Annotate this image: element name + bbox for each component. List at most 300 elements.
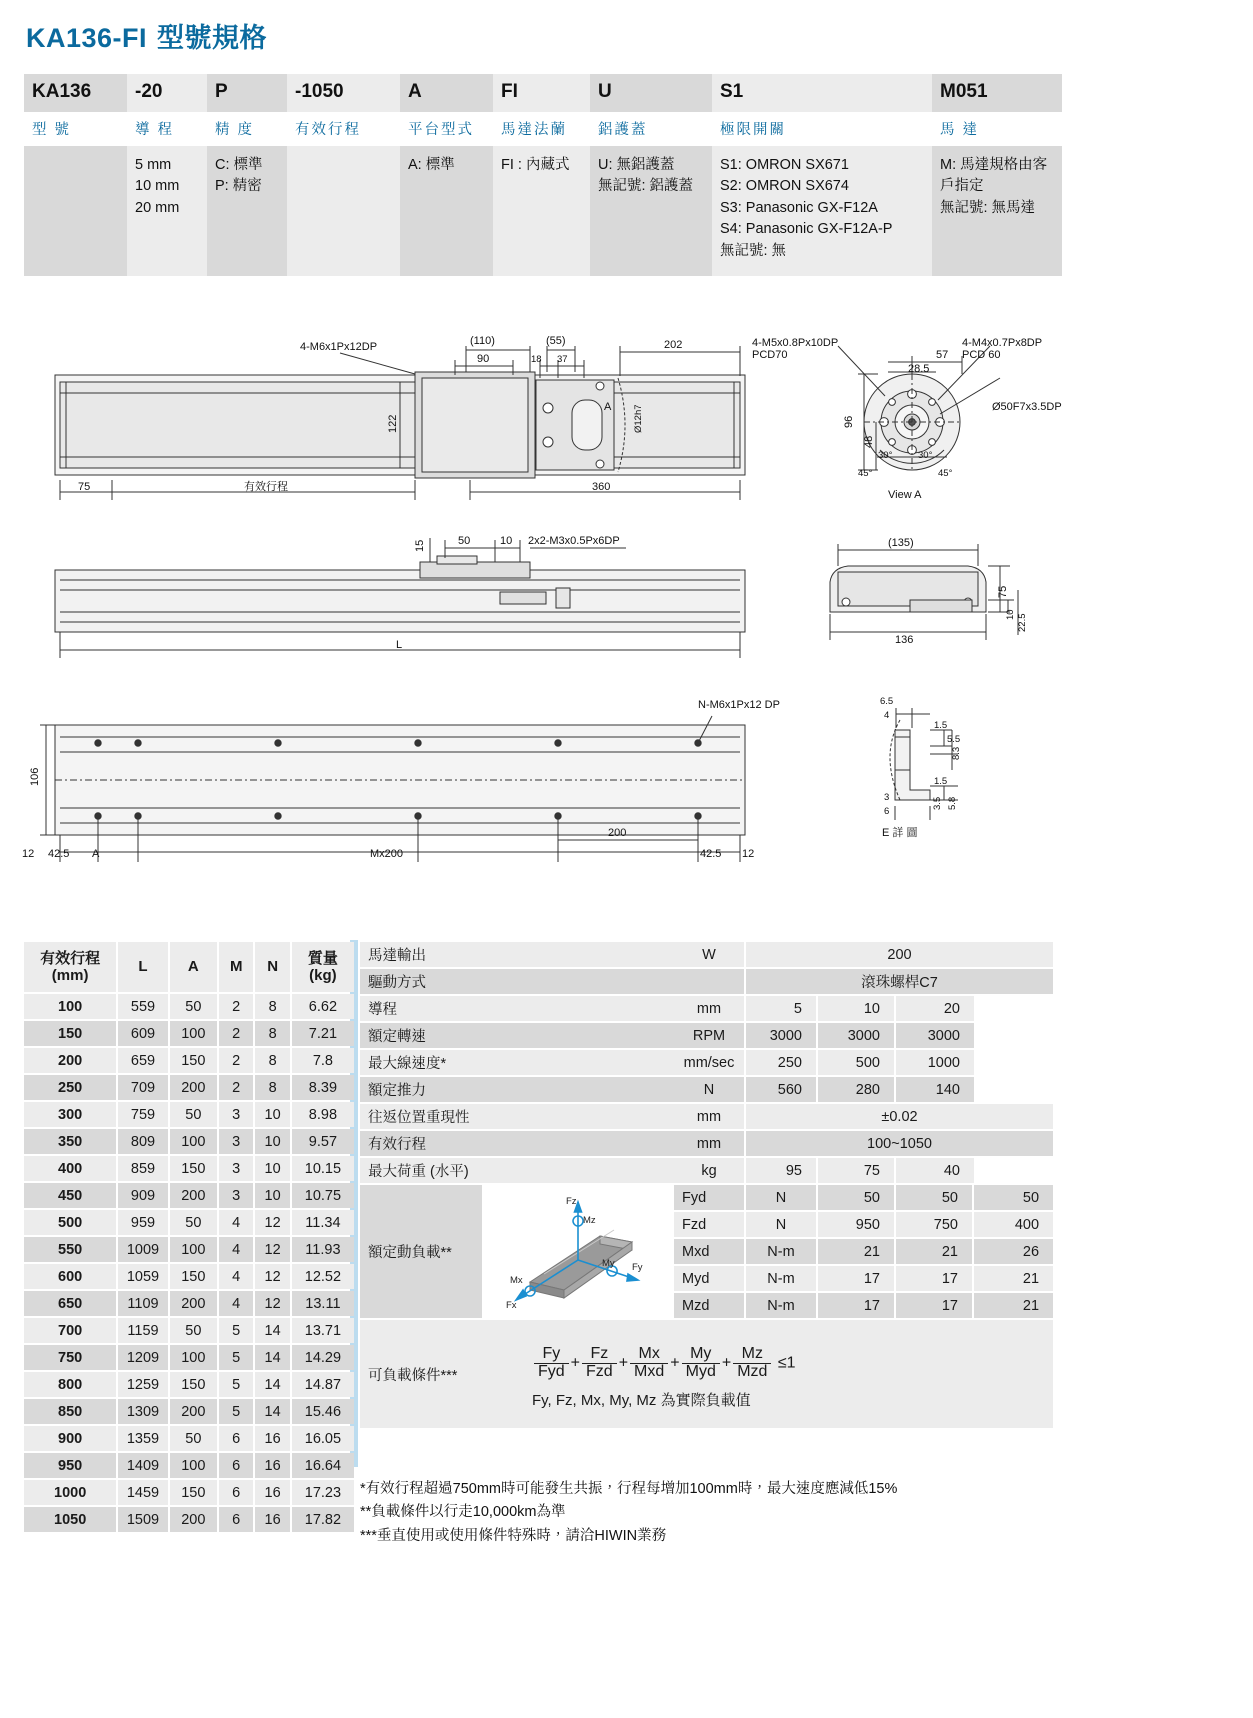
spec-row-value-1: 500 — [818, 1050, 896, 1075]
model-label-3: 有效行程 — [287, 112, 400, 146]
dim-cell-3: 6 — [219, 1480, 255, 1505]
dim-header-mass: 質量 (kg) — [292, 942, 354, 992]
svg-text:4: 4 — [884, 710, 890, 721]
dim-cell-1: 909 — [118, 1183, 169, 1208]
dim-cell-4: 10 — [255, 1129, 291, 1154]
svg-text:(135): (135) — [888, 537, 914, 549]
dim-cell-1: 1009 — [118, 1237, 169, 1262]
svg-text:L: L — [396, 639, 403, 651]
svg-text:A: A — [604, 401, 612, 413]
model-options-1: 5 mm 10 mm 20 mm — [127, 146, 207, 276]
dim-cell-2: 200 — [170, 1075, 219, 1100]
svg-text:75: 75 — [997, 585, 1009, 598]
dim-cell-4: 12 — [255, 1264, 291, 1289]
dim-cell-4: 16 — [255, 1426, 291, 1451]
formula-numerator: Fz — [590, 1345, 609, 1363]
dim-cell-3: 3 — [219, 1156, 255, 1181]
svg-text:3: 3 — [884, 792, 890, 803]
svg-text:42.5: 42.5 — [48, 848, 70, 860]
load-symbol: Fyd — [674, 1185, 746, 1210]
spec-row-name: 馬達輸出 — [360, 942, 674, 967]
dim-cell-3: 5 — [219, 1345, 255, 1370]
svg-text:122: 122 — [387, 414, 399, 433]
dim-cell-4: 12 — [255, 1210, 291, 1235]
svg-text:N-M6x1Px12 DP: N-M6x1Px12 DP — [698, 699, 780, 711]
spec-row-value-0: 5 — [746, 996, 818, 1021]
svg-text:4-M5x0.8Px10DP: 4-M5x0.8Px10DP — [752, 337, 839, 349]
svg-text:30°: 30° — [878, 450, 893, 461]
dim-cell-0: 750 — [24, 1345, 118, 1370]
dim-cell-5: 10.15 — [292, 1156, 354, 1181]
dim-cell-4: 12 — [255, 1291, 291, 1316]
spec-row-name: 額定推力 — [360, 1077, 674, 1102]
dimension-table-row — [24, 1048, 354, 1073]
svg-text:12: 12 — [742, 848, 755, 860]
formula-expression — [490, 1338, 1045, 1381]
spec-row-value: 200 — [746, 942, 1053, 967]
model-label-6: 鋁護蓋 — [590, 112, 712, 146]
dim-cell-0: 650 — [24, 1291, 118, 1316]
svg-text:8.3: 8.3 — [951, 746, 962, 760]
dimension-table-row — [24, 1399, 354, 1424]
dim-cell-3: 6 — [219, 1426, 255, 1451]
specification-table-body — [360, 942, 1053, 1428]
dim-cell-4: 10 — [255, 1156, 291, 1181]
model-options-8: M: 馬達規格由客 戶指定 無記號: 無馬達 — [932, 146, 1062, 276]
model-label-8: 馬 達 — [932, 112, 1062, 146]
svg-text:5.5: 5.5 — [947, 734, 961, 745]
dimension-table-row — [24, 1291, 354, 1316]
dim-cell-4: 8 — [255, 994, 291, 1019]
spec-row-value-0: 3000 — [746, 1023, 818, 1048]
model-options-3 — [287, 146, 400, 276]
dim-cell-2: 100 — [170, 1021, 219, 1046]
svg-text:360: 360 — [592, 481, 611, 493]
model-label-7: 極限開關 — [712, 112, 932, 146]
load-value-1: 17 — [896, 1266, 974, 1291]
dim-cell-4: 14 — [255, 1372, 291, 1397]
load-condition-label: 可負載條件*** — [360, 1320, 482, 1428]
dim-cell-2: 100 — [170, 1345, 219, 1370]
svg-text:136: 136 — [895, 634, 914, 646]
load-value-0: 17 — [818, 1293, 896, 1318]
svg-text:22.5: 22.5 — [1017, 613, 1028, 632]
svg-text:Mx200: Mx200 — [370, 848, 404, 860]
dim-cell-0: 100 — [24, 994, 118, 1019]
svg-text:Fx: Fx — [506, 1299, 517, 1311]
svg-text:(110): (110) — [470, 335, 495, 347]
model-options-row — [24, 146, 1062, 276]
dim-cell-4: 14 — [255, 1399, 291, 1424]
dim-cell-2: 200 — [170, 1291, 219, 1316]
svg-text:(55): (55) — [546, 335, 566, 347]
model-code-row — [24, 74, 1062, 112]
spec-row-name: 有效行程 — [360, 1131, 674, 1156]
dimension-table-row — [24, 1075, 354, 1100]
dimension-table-row — [24, 1237, 354, 1262]
load-value-2: 50 — [974, 1185, 1053, 1210]
svg-text:28.5: 28.5 — [908, 363, 930, 375]
load-direction-diagram — [482, 1185, 674, 1318]
dim-cell-3: 4 — [219, 1210, 255, 1235]
spec-row-value-0: 95 — [746, 1158, 818, 1183]
load-value-2: 21 — [974, 1266, 1053, 1291]
dim-cell-4: 10 — [255, 1183, 291, 1208]
spec-table-row — [360, 1131, 1053, 1156]
dim-cell-5: 7.8 — [292, 1048, 354, 1073]
dim-cell-2: 200 — [170, 1183, 219, 1208]
spec-row-name: 導程 — [360, 996, 674, 1021]
spec-row-value-2: 20 — [896, 996, 974, 1021]
svg-text:A: A — [92, 848, 100, 860]
footnote-0: *有效行程超過750mm時可能發生共振，行程每增加100mm時，最大速度應減低15% — [360, 1481, 898, 1497]
dim-cell-1: 559 — [118, 994, 169, 1019]
dim-cell-5: 8.39 — [292, 1075, 354, 1100]
footnote-1: **負載條件以行走10,000km為準 — [360, 1504, 566, 1521]
spec-row-unit: kg — [674, 1158, 746, 1183]
model-code-cell-6: U — [590, 74, 712, 112]
load-unit: N-m — [746, 1293, 818, 1318]
dim-cell-3: 4 — [219, 1264, 255, 1289]
model-code-cell-1: -20 — [127, 74, 207, 112]
spec-row-unit: mm — [674, 1131, 746, 1156]
svg-text:37: 37 — [557, 354, 568, 365]
spec-table-row — [360, 1023, 1053, 1048]
load-value-2: 21 — [974, 1293, 1053, 1318]
svg-text:PCD70: PCD70 — [752, 349, 788, 361]
svg-text:Mx: Mx — [510, 1274, 523, 1286]
svg-text:4-M4x0.7Px8DP: 4-M4x0.7Px8DP — [962, 337, 1043, 349]
load-value-0: 21 — [818, 1239, 896, 1264]
svg-text:1.5: 1.5 — [934, 720, 948, 731]
svg-text:E 詳 圖: E 詳 圖 — [882, 827, 918, 839]
dim-cell-5: 6.62 — [292, 994, 354, 1019]
svg-text:18: 18 — [531, 354, 542, 365]
dim-cell-1: 1259 — [118, 1372, 169, 1397]
svg-text:200: 200 — [608, 827, 627, 839]
model-label-4: 平台型式 — [400, 112, 493, 146]
dim-cell-4: 10 — [255, 1102, 291, 1127]
load-symbol: Myd — [674, 1266, 746, 1291]
svg-text:5.8: 5.8 — [947, 796, 958, 810]
dim-cell-1: 1509 — [118, 1507, 169, 1532]
dim-cell-1: 609 — [118, 1021, 169, 1046]
dimension-table-row — [24, 1480, 354, 1505]
dim-cell-1: 709 — [118, 1075, 169, 1100]
load-value-1: 750 — [896, 1212, 974, 1237]
spec-row-unit: mm — [674, 996, 746, 1021]
formula-denominator: Myd — [682, 1363, 720, 1381]
dim-cell-2: 150 — [170, 1372, 219, 1397]
formula-term-2 — [630, 1346, 668, 1381]
dim-cell-3: 3 — [219, 1102, 255, 1127]
dim-cell-5: 11.93 — [292, 1237, 354, 1262]
spec-row-value: 滾珠螺桿C7 — [746, 969, 1053, 994]
model-label-row — [24, 112, 1062, 146]
dim-cell-3: 4 — [219, 1291, 255, 1316]
formula-note: Fy, Fz, Mx, My, Mz 為實際負載值 — [532, 1391, 751, 1409]
formula-denominator: Fyd — [534, 1363, 569, 1381]
spec-row-name: 最大線速度* — [360, 1050, 674, 1075]
dim-cell-0: 150 — [24, 1021, 118, 1046]
model-code-cell-7: S1 — [712, 74, 932, 112]
svg-text:Fy: Fy — [632, 1261, 643, 1273]
page-title — [26, 16, 267, 55]
svg-text:42.5: 42.5 — [700, 848, 722, 860]
formula-numerator: Mx — [638, 1345, 660, 1363]
spec-table-row — [360, 1077, 1053, 1102]
spec-table-row — [360, 969, 1053, 994]
dim-cell-2: 100 — [170, 1129, 219, 1154]
spec-table-row — [360, 1104, 1053, 1129]
formula-numerator: Mz — [741, 1345, 763, 1363]
model-code-cell-8: M051 — [932, 74, 1062, 112]
dim-cell-5: 7.21 — [292, 1021, 354, 1046]
dimension-table-body — [24, 994, 354, 1532]
load-value-2: 400 — [974, 1212, 1053, 1237]
dim-cell-0: 400 — [24, 1156, 118, 1181]
dim-cell-4: 16 — [255, 1453, 291, 1478]
dim-cell-0: 300 — [24, 1102, 118, 1127]
dimension-table-row — [24, 1507, 354, 1532]
dim-cell-4: 12 — [255, 1237, 291, 1262]
dim-cell-0: 900 — [24, 1426, 118, 1451]
dim-cell-1: 1409 — [118, 1453, 169, 1478]
model-code-cell-2: P — [207, 74, 287, 112]
formula-numerator: My — [690, 1345, 712, 1363]
spec-row-value-2: 1000 — [896, 1050, 974, 1075]
spec-row-unit: N — [674, 1077, 746, 1102]
model-code-table — [24, 74, 1062, 276]
dimension-table-row — [24, 1453, 354, 1478]
load-unit: N-m — [746, 1239, 818, 1264]
svg-text:106: 106 — [29, 767, 41, 786]
dimension-table-row — [24, 1183, 354, 1208]
dim-cell-5: 9.57 — [292, 1129, 354, 1154]
dim-cell-2: 150 — [170, 1156, 219, 1181]
svg-text:12: 12 — [22, 848, 35, 860]
dimension-table-row — [24, 1021, 354, 1046]
dim-cell-1: 959 — [118, 1210, 169, 1235]
dim-cell-5: 10.75 — [292, 1183, 354, 1208]
dim-cell-0: 700 — [24, 1318, 118, 1343]
dim-cell-2: 200 — [170, 1507, 219, 1532]
spec-table-row — [360, 942, 1053, 967]
model-options-7: S1: OMRON SX671 S2: OMRON SX674 S3: Panasonic GX-F12A S4: Panasonic GX-F12A-P 無記號: 無 — [712, 146, 932, 276]
load-value-1: 50 — [896, 1185, 974, 1210]
svg-text:1.5: 1.5 — [934, 776, 948, 787]
model-label-0: 型 號 — [24, 112, 127, 146]
spec-row-name: 最大荷重 (水平) — [360, 1158, 674, 1183]
dim-cell-2: 200 — [170, 1399, 219, 1424]
load-value-0: 50 — [818, 1185, 896, 1210]
model-label-2: 精 度 — [207, 112, 287, 146]
dimension-table-row — [24, 1210, 354, 1235]
spec-row-value: ±0.02 — [746, 1104, 1053, 1129]
dim-cell-4: 16 — [255, 1480, 291, 1505]
dim-cell-0: 350 — [24, 1129, 118, 1154]
model-code-cell-4: A — [400, 74, 493, 112]
dim-cell-4: 8 — [255, 1048, 291, 1073]
svg-text:Mz: Mz — [583, 1214, 596, 1226]
dim-cell-0: 950 — [24, 1453, 118, 1478]
dimension-table-row — [24, 1372, 354, 1397]
dimension-table-header-row — [24, 942, 354, 992]
load-symbol: Mxd — [674, 1239, 746, 1264]
dimension-table-row — [24, 1426, 354, 1451]
dim-cell-2: 150 — [170, 1480, 219, 1505]
model-label-5: 馬達法蘭 — [493, 112, 590, 146]
load-unit: N — [746, 1185, 818, 1210]
svg-text:My: My — [602, 1257, 615, 1269]
dim-cell-3: 2 — [219, 1048, 255, 1073]
svg-text:57: 57 — [936, 349, 949, 361]
formula-numerator: Fy — [542, 1345, 561, 1363]
dim-cell-3: 3 — [219, 1183, 255, 1208]
svg-text:10: 10 — [1005, 609, 1016, 620]
spec-table-row — [360, 1320, 1053, 1428]
dim-cell-4: 8 — [255, 1021, 291, 1046]
load-unit: N — [746, 1212, 818, 1237]
dim-header-L: L — [118, 942, 169, 992]
spec-row-unit: W — [674, 942, 746, 967]
svg-text:48: 48 — [863, 435, 875, 448]
dim-cell-0: 600 — [24, 1264, 118, 1289]
spec-row-value: 100~1050 — [746, 1131, 1053, 1156]
spec-table-row — [360, 996, 1053, 1021]
dim-cell-5: 13.71 — [292, 1318, 354, 1343]
spec-row-value-1: 10 — [818, 996, 896, 1021]
load-symbol: Fzd — [674, 1212, 746, 1237]
load-unit: N-m — [746, 1266, 818, 1291]
dim-cell-3: 2 — [219, 1021, 255, 1046]
dim-cell-3: 2 — [219, 994, 255, 1019]
footnotes — [360, 1478, 1060, 1548]
dim-cell-3: 3 — [219, 1129, 255, 1154]
dimension-table-row — [24, 1318, 354, 1343]
dim-cell-4: 14 — [255, 1345, 291, 1370]
model-options-5: FI : 內藏式 — [493, 146, 590, 276]
dim-header-A: A — [170, 942, 219, 992]
spec-row-unit — [674, 969, 746, 994]
spec-row-unit: mm — [674, 1104, 746, 1129]
spec-row-value-0: 560 — [746, 1077, 818, 1102]
dim-cell-0: 200 — [24, 1048, 118, 1073]
model-options-0 — [24, 146, 127, 276]
load-value-2: 26 — [974, 1239, 1053, 1264]
dim-cell-2: 150 — [170, 1264, 219, 1289]
svg-text:10: 10 — [500, 535, 513, 547]
spec-row-value-0: 250 — [746, 1050, 818, 1075]
model-code-cell-3: -1050 — [287, 74, 400, 112]
dim-cell-5: 11.34 — [292, 1210, 354, 1235]
dim-cell-2: 50 — [170, 1426, 219, 1451]
model-options-2: C: 標準 P: 精密 — [207, 146, 287, 276]
dim-cell-5: 14.87 — [292, 1372, 354, 1397]
formula-tail: ≤1 — [773, 1354, 796, 1372]
spec-row-value-1: 3000 — [818, 1023, 896, 1048]
svg-text:45°: 45° — [858, 468, 873, 479]
formula-term-4 — [733, 1346, 771, 1381]
dim-cell-5: 16.64 — [292, 1453, 354, 1478]
dim-cell-5: 17.82 — [292, 1507, 354, 1532]
dimension-table-row — [24, 1129, 354, 1154]
dim-cell-1: 1309 — [118, 1399, 169, 1424]
dim-cell-3: 2 — [219, 1075, 255, 1100]
svg-text:View A: View A — [888, 489, 922, 501]
svg-text:202: 202 — [664, 339, 683, 351]
formula-plus: + — [618, 1354, 629, 1372]
dim-cell-5: 17.23 — [292, 1480, 354, 1505]
technical-drawing — [0, 300, 1253, 920]
svg-text:6.5: 6.5 — [880, 696, 894, 707]
dim-cell-1: 1159 — [118, 1318, 169, 1343]
formula-term-0 — [534, 1346, 569, 1381]
dim-cell-0: 1000 — [24, 1480, 118, 1505]
dim-cell-1: 759 — [118, 1102, 169, 1127]
dynamic-load-label: 額定動負載** — [360, 1185, 482, 1318]
model-options-4: A: 標準 — [400, 146, 493, 276]
formula-term-1 — [582, 1346, 617, 1381]
svg-text:有效行程: 有效行程 — [244, 481, 288, 493]
spec-row-unit: mm/sec — [674, 1050, 746, 1075]
model-label-1: 導 程 — [127, 112, 207, 146]
dim-cell-5: 8.98 — [292, 1102, 354, 1127]
page-title-suffix: 型號規格 — [157, 23, 268, 53]
dim-cell-3: 4 — [219, 1237, 255, 1262]
dim-cell-5: 14.29 — [292, 1345, 354, 1370]
dim-cell-4: 14 — [255, 1318, 291, 1343]
spec-row-value-2: 40 — [896, 1158, 974, 1183]
dim-cell-2: 50 — [170, 1318, 219, 1343]
svg-text:2x2-M3x0.5Px6DP: 2x2-M3x0.5Px6DP — [528, 535, 620, 547]
dimension-table-row — [24, 1156, 354, 1181]
spec-table-row — [360, 1050, 1053, 1075]
dim-cell-1: 1109 — [118, 1291, 169, 1316]
dimension-table-row — [24, 1264, 354, 1289]
dim-cell-3: 5 — [219, 1318, 255, 1343]
svg-text:90: 90 — [477, 353, 490, 365]
svg-text:PCD 60: PCD 60 — [962, 349, 1001, 361]
spec-row-unit: RPM — [674, 1023, 746, 1048]
dim-cell-2: 50 — [170, 994, 219, 1019]
load-value-0: 17 — [818, 1266, 896, 1291]
svg-text:4-M6x1Px12DP: 4-M6x1Px12DP — [300, 341, 378, 353]
load-value-1: 21 — [896, 1239, 974, 1264]
dim-header-M: M — [219, 942, 255, 992]
svg-text:15: 15 — [414, 539, 426, 552]
dim-cell-1: 1059 — [118, 1264, 169, 1289]
dim-cell-2: 50 — [170, 1102, 219, 1127]
svg-text:50: 50 — [458, 535, 471, 547]
spec-row-name: 額定轉速 — [360, 1023, 674, 1048]
page-title-model: KA136-FI — [26, 23, 148, 53]
svg-text:45°: 45° — [938, 468, 953, 479]
dim-cell-5: 15.46 — [292, 1399, 354, 1424]
formula-term-3 — [682, 1346, 720, 1381]
dim-cell-4: 16 — [255, 1507, 291, 1532]
dim-cell-1: 1359 — [118, 1426, 169, 1451]
dim-cell-3: 6 — [219, 1507, 255, 1532]
dim-cell-2: 150 — [170, 1048, 219, 1073]
specification-table — [360, 940, 1053, 1430]
dim-cell-1: 1209 — [118, 1345, 169, 1370]
dim-cell-2: 100 — [170, 1237, 219, 1262]
svg-text:Ø12h7: Ø12h7 — [633, 404, 644, 433]
dim-cell-3: 5 — [219, 1372, 255, 1397]
dim-cell-3: 5 — [219, 1399, 255, 1424]
dim-cell-1: 659 — [118, 1048, 169, 1073]
